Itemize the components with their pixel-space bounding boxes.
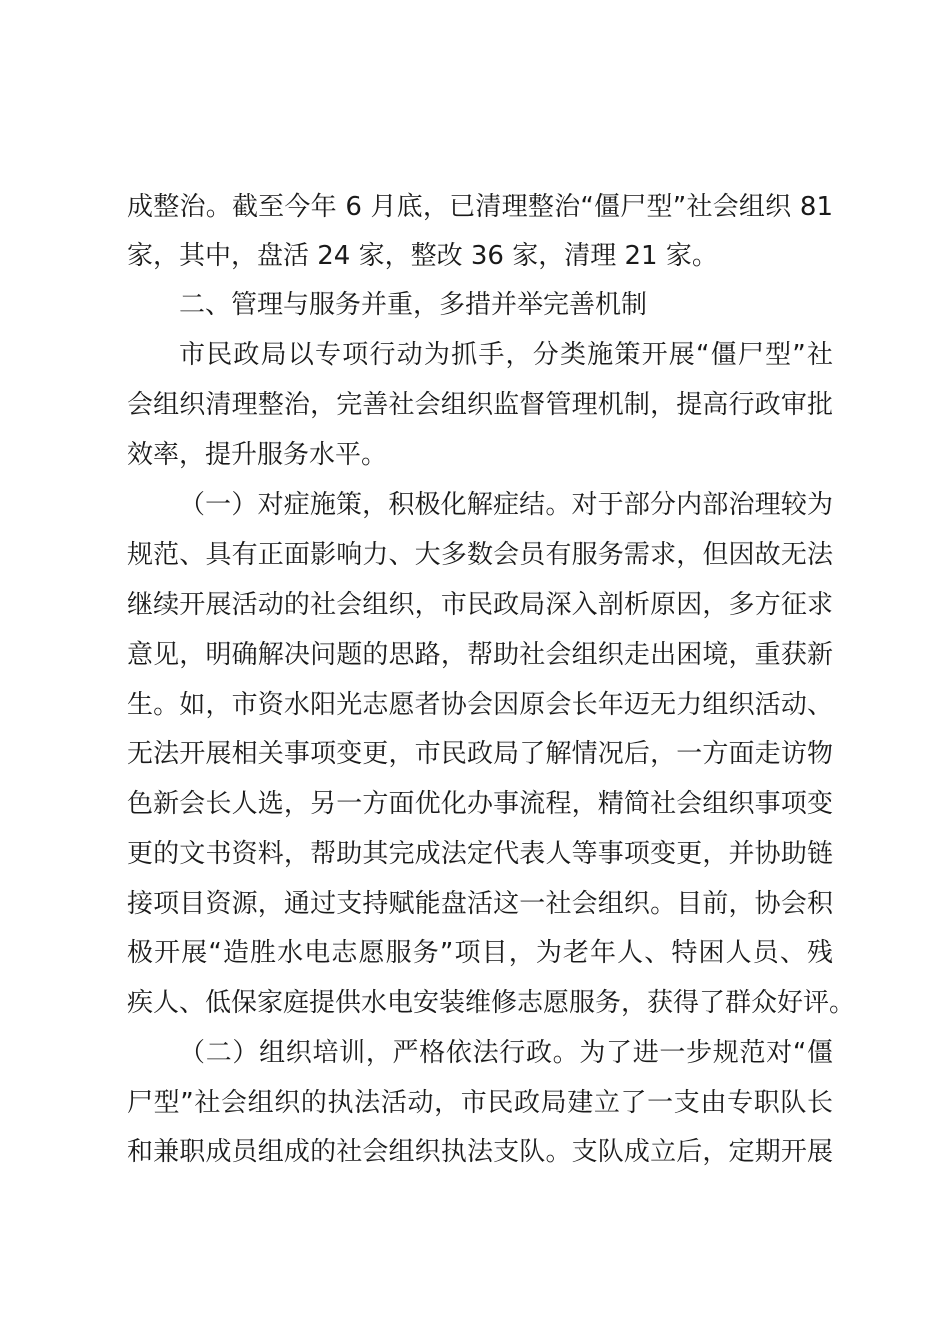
text-line: 继续开展活动的社会组织，市民政局深入剖析原因，多方征求 [127, 590, 833, 620]
text-line: 接项目资源，通过支持赋能盘活这一社会组织。目前，协会积 [127, 889, 833, 919]
text-line: 更的文书资料，帮助其完成法定代表人等事项变更，并协助链 [127, 839, 833, 869]
text-line: 规范、具有正面影响力、大多数会员有服务需求，但因故无法 [127, 540, 833, 570]
text-line: 和兼职成员组成的社会组织执法支队。支队成立后，定期开展 [127, 1137, 833, 1167]
text-line: 会组织清理整治，完善社会组织监督管理机制，提高行政审批 [127, 390, 833, 420]
text-line: 市民政局以专项行动为抓手，分类施策开展“僵尸型”社 [179, 340, 833, 370]
text-line: 意见，明确解决问题的思路，帮助社会组织走出困境，重获新 [127, 640, 833, 670]
subsection-heading: （二）组织培训，严格依法行政。为了进一步规范对“僵 [179, 1038, 833, 1068]
subsection-heading: （一）对症施策，积极化解症结。对于部分内部治理较为 [179, 490, 833, 520]
text-line: 无法开展相关事项变更，市民政局了解情况后，一方面走访物 [127, 739, 833, 769]
text-line: 极开展“造胜水电志愿服务”项目，为老年人、特困人员、残 [127, 938, 833, 968]
section-heading: 二、管理与服务并重，多措并举完善机制 [179, 290, 648, 320]
text-line: 家，其中，盘活 24 家，整改 36 家，清理 21 家。 [127, 241, 718, 271]
text-line: 疾人、低保家庭提供水电安装维修志愿服务，获得了群众好评。 [127, 988, 856, 1018]
text-line: 生。如，市资水阳光志愿者协会因原会长年迈无力组织活动、 [127, 690, 833, 720]
text-line: 成整治。截至今年 6 月底，已清理整治“僵尸型”社会组织 81 [127, 192, 833, 222]
text-line: 色新会长人选，另一方面优化办事流程，精简社会组织事项变 [127, 789, 833, 819]
text-line: 尸型”社会组织的执法活动，市民政局建立了一支由专职队长 [127, 1088, 833, 1118]
text-line: 效率，提升服务水平。 [127, 440, 388, 470]
